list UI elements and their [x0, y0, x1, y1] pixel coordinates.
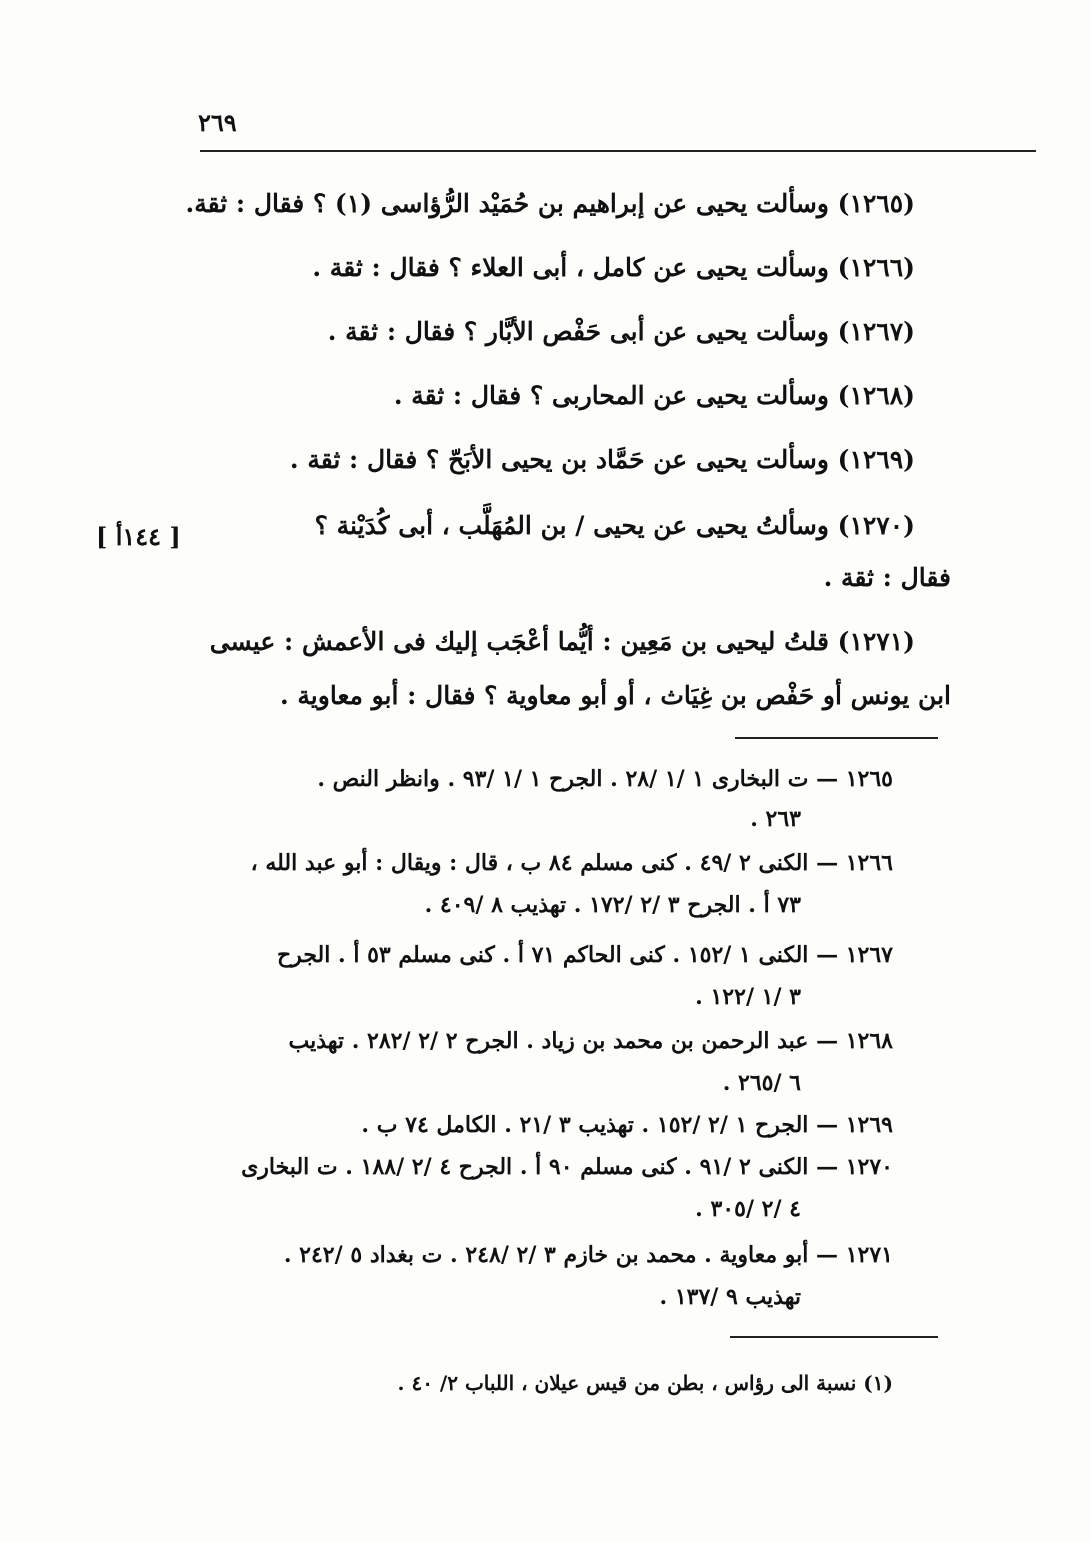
entry-1271: (١٢٧١) قلتُ ليحيى بن مَعِين : أيُّما أعْجَب إليك فى الأعمش : عيسى — [209, 627, 915, 656]
entry-1270: (١٢٧٠) وسألتُ يحيى عن يحيى / بن المُهَلَّب ، أبى كُدَيْنة ؟ — [314, 511, 915, 540]
margin-folio-ref: [ ١٤٤أ ] — [96, 522, 181, 551]
entry-1271-cont: ابن يونس أو حَفْص بن غِيَاث ، أو أبو معاوية ؟ فقال : أبو معاوية . — [279, 681, 951, 710]
entry-1269: (١٢٦٩) وسألت يحيى عن حَمَّاد بن يحيى الأبَحّ ؟ فقال : ثقة . — [289, 445, 915, 474]
entry-1267: (١٢٦٧) وسألت يحيى عن أبى حَفْص الأبَّار ؟ فقال : ثقة . — [327, 317, 915, 346]
note-1270-cont: ٤ /٢ /٣٠٥ . — [695, 1196, 801, 1222]
note-1265: ١٢٦٥ — ت البخارى ١ /١ /٢٨ . الجرح ١ /١ /٩٣ . وانظر النص . — [317, 766, 893, 792]
note-1265-cont: ٢٦٣ . — [750, 806, 801, 832]
note-1270: ١٢٧٠ — الكنى ٢ /٩١ . كنى مسلم ٩٠ أ . الجرح ٤ /٢ /١٨٨ . ت البخارى — [241, 1154, 893, 1180]
note-1267: ١٢٦٧ — الكنى ١ /١٥٢ . كنى الحاكم ٧١ أ . كنى مسلم ٥٣ أ . الجرح — [276, 942, 893, 968]
footnote-1: (١) نسبة الى رؤاس ، بطن من قيس عيلان ، اللباب ٢/ ٤٠ . — [397, 1371, 893, 1395]
footnote-separator — [730, 1336, 938, 1338]
header-rule — [200, 150, 1036, 152]
note-1269: ١٢٦٩ — الجرح ١ /٢ /١٥٢ . تهذيب ٣ /٢١ . الكامل ٧٤ ب . — [361, 1112, 893, 1138]
entry-1266: (١٢٦٦) وسألت يحيى عن كامل ، أبى العلاء ؟ فقال : ثقة . — [312, 253, 915, 282]
notes-separator — [735, 737, 938, 739]
note-1268: ١٢٦٨ — عبد الرحمن بن محمد بن زياد . الجرح ٢ /٢ /٢٨٢ . تهذيب — [288, 1028, 893, 1054]
entry-1265: (١٢٦٥) وسألت يحيى عن إبراهيم بن حُمَيْد الرُّؤاسى (١) ؟ فقال : ثقة. — [185, 189, 915, 218]
page-number: ٢٦٩ — [198, 108, 237, 137]
note-1268-cont: ٦ /٢٦٥ . — [722, 1070, 801, 1096]
entry-1268: (١٢٦٨) وسألت يحيى عن المحاربى ؟ فقال : ثقة . — [393, 381, 915, 410]
entry-1270-cont: فقال : ثقة . — [823, 563, 951, 592]
note-1271: ١٢٧١ — أبو معاوية . محمد بن خازم ٣ /٢ /٢٤٨ . ت بغداد ٥ /٢٤٢ . — [283, 1242, 893, 1268]
note-1267-cont: ٣ /١ /١٢٢ . — [695, 984, 801, 1010]
note-1266-cont: ٧٣ أ . الجرح ٣ /٢ /١٧٢ . تهذيب ٨ /٤٠٩ . — [424, 892, 801, 918]
note-1271-cont: تهذيب ٩ /١٣٧ . — [659, 1284, 801, 1310]
note-1266: ١٢٦٦ — الكنى ٢ /٤٩ . كنى مسلم ٨٤ ب ، قال : ويقال : أبو عبد الله ، — [250, 850, 893, 876]
